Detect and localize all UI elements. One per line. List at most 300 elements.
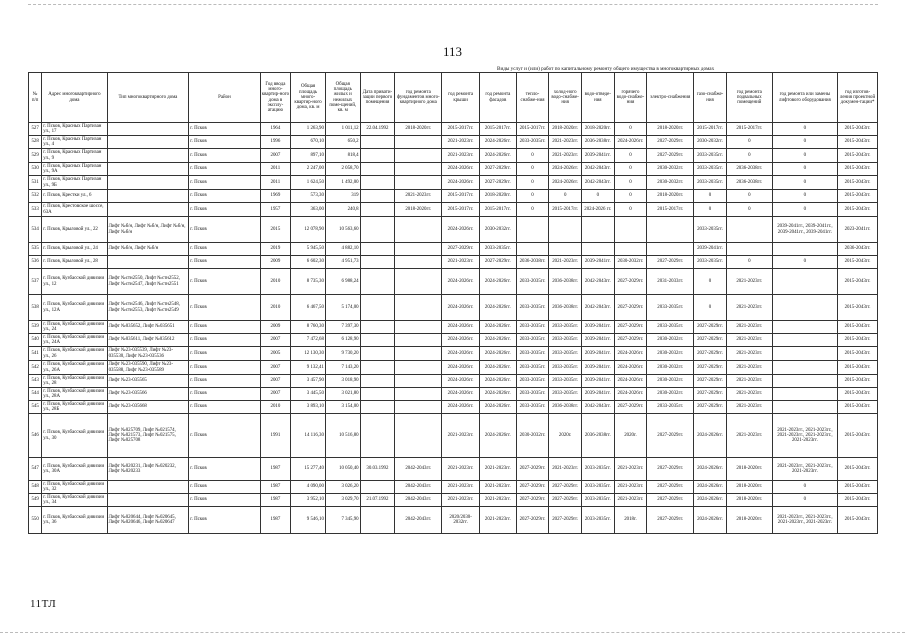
table-cell: 2024-2026гг. (442, 347, 480, 361)
table-cell: 537 (29, 269, 42, 295)
table-row (29, 295, 878, 321)
table-cell: 2021-2023гг. (442, 149, 480, 163)
table-cell: г. Псков, Крыловой ул., 24 (42, 243, 107, 256)
table-cell (360, 507, 395, 534)
table-cell: г. Псков (189, 361, 260, 375)
table-cell: 2033-2035гг. (549, 347, 582, 361)
table-row (29, 136, 878, 149)
table-cell: 0 (614, 176, 647, 190)
table-cell: 9 730,20 (325, 347, 360, 361)
table-cell: 2015-2043гг. (838, 163, 878, 176)
table-cell: 2039-2041гг. (581, 388, 614, 401)
page-number: 113 (442, 44, 463, 59)
table-cell: 2024-2026гг. (442, 321, 480, 334)
table-cell (395, 414, 442, 458)
table-cell: 2015-2017гг. (726, 123, 772, 136)
table-cell: 2027-2029гг. (549, 494, 582, 507)
table-cell: 2018-2020гг. (395, 203, 442, 217)
table-cell: 12 078,90 (291, 217, 326, 243)
table-cell: 2027-2029гг. (694, 388, 727, 401)
table-cell: 3 952,10 (291, 494, 326, 507)
table-cell (360, 149, 395, 163)
table-cell: г. Псков (189, 481, 260, 494)
table-cell: 2010 (260, 295, 291, 321)
table-cell: г. Псков, Кузбасской дивизии ул., 32 (42, 481, 107, 494)
table-cell: 2027-2029гг. (694, 401, 727, 414)
table-cell: Лифт №23-035539, Лифт №23-035530, Лифт №23-035536 (107, 347, 189, 361)
table-cell (360, 347, 395, 361)
table-cell: 2033-2035гг. (549, 361, 582, 375)
table-cell: 2015-2043гг. (838, 347, 878, 361)
table-cell: 2027-2029гг. (647, 481, 694, 494)
column-header: Год ввода много-квартир-ного дома в эксплу-атацию (260, 73, 291, 123)
table-cell (395, 163, 442, 176)
table-cell (395, 217, 442, 243)
table-cell: 2021-2023гг. (442, 494, 480, 507)
column-header: год изготов-ления проектной докумен-тации* (838, 73, 878, 123)
table-cell: 2015-2043гг. (838, 458, 878, 481)
table-cell: 7 397,30 (325, 321, 360, 334)
table-cell: 2024-2026гг. (694, 414, 727, 458)
column-header: год ремонта подвальных помещений (726, 73, 772, 123)
table-cell: 7 345,90 (325, 507, 360, 534)
table-cell: г. Псков (189, 334, 260, 347)
table-cell: 2024-2026гг. (479, 388, 516, 401)
table-cell: 4 090,00 (291, 481, 326, 494)
table-cell: 2036-2038гг. (516, 256, 549, 269)
table-cell: г. Псков (189, 507, 260, 534)
table-cell: 1 624,50 (291, 176, 326, 190)
table-cell: 2027-2029гг. (614, 401, 647, 414)
table-row (29, 190, 878, 203)
table-cell: 2027-2029гг. (614, 269, 647, 295)
table-cell: г. Псков (189, 401, 260, 414)
table-cell (772, 361, 837, 375)
table-cell (107, 190, 189, 203)
table-cell: 0 (614, 123, 647, 136)
table-cell: 2024-2026гг. (614, 375, 647, 388)
table-cell (395, 347, 442, 361)
table-cell: 527 (29, 123, 42, 136)
table-cell: 2015-2017гг. (549, 203, 582, 217)
column-header: холод-ного водо-снабже-ния (549, 73, 582, 123)
table-cell (107, 149, 189, 163)
table-cell: 2027-2029гг. (647, 494, 694, 507)
table-cell: г. Псков (189, 375, 260, 388)
table-cell: г. Псков, Кузбасской дивизии ул., 28 (42, 375, 107, 388)
table-cell: 2033-2035гг. (516, 361, 549, 375)
table-cell: 2015-2043гг. (838, 295, 878, 321)
table-cell (395, 375, 442, 388)
table-row (29, 401, 878, 414)
table-cell: 2033-2035гг. (549, 334, 582, 347)
table-cell: г. Псков, Кузбасской дивизии ул., 28А (42, 388, 107, 401)
table-cell: 2036-2043гг. (838, 243, 878, 256)
table-cell: 2021-2023гг. (442, 414, 480, 458)
table-cell: 6 467,50 (291, 295, 326, 321)
table-cell: 2024-2026гг. (694, 458, 727, 481)
table-cell: 535 (29, 243, 42, 256)
table-cell: 2021-2023гг. (726, 388, 772, 401)
table-cell: 2018-2020гг. (726, 481, 772, 494)
table-cell: 6 128,90 (325, 334, 360, 347)
table-cell: 2033-2035гг. (516, 269, 549, 295)
table-cell: г. Псков, Кузбасской дивизии ул., 24А (42, 334, 107, 347)
table-row (29, 334, 878, 347)
table-row (29, 269, 878, 295)
table-cell: 2015-2043гг. (838, 149, 878, 163)
table-cell: 3 445,50 (291, 388, 326, 401)
table-cell: 0 (516, 176, 549, 190)
table-cell: 0 (726, 256, 772, 269)
table-cell: 2036-2038гг. (581, 136, 614, 149)
table-cell: 8 735,30 (291, 269, 326, 295)
table-cell: 2023-2041гг. (838, 217, 878, 243)
table-cell: 9 132,41 (291, 361, 326, 375)
table-cell: 2027-2029гг. (479, 163, 516, 176)
table-cell: 2010 (260, 401, 291, 414)
table-cell: 2042-2043гг. (395, 494, 442, 507)
table-cell: г. Псков (189, 458, 260, 481)
table-cell: 2018-2020гг. (479, 190, 516, 203)
table-cell (360, 243, 395, 256)
table-row (29, 163, 878, 176)
table-cell: 2024-2026гг. (442, 163, 480, 176)
table-cell: 2011 (260, 176, 291, 190)
table-cell: 2015-2043гг. (838, 190, 878, 203)
table-cell (360, 269, 395, 295)
table-cell: 2027-2029гг. (614, 295, 647, 321)
table-cell: Лифт №020231, Лифт №020232, Лифт №020233 (107, 458, 189, 481)
table-cell: 549 (29, 494, 42, 507)
table-cell (360, 176, 395, 190)
table-cell: 2024-2026гг. (442, 388, 480, 401)
table-cell: г. Псков, Кузбасской дивизии ул., 24 (42, 321, 107, 334)
table-cell: 9 546,10 (291, 507, 326, 534)
table-cell: г. Псков (189, 149, 260, 163)
table-cell: 2021-2023гг., 2021-2023гг., 2021-2023гг., 2021-2023гг. (772, 507, 837, 534)
table-cell (581, 217, 614, 243)
table-cell (107, 136, 189, 149)
table-cell: 2021-2023гг. (479, 507, 516, 534)
table-cell: 2015-2043гг. (838, 123, 878, 136)
table-cell (360, 481, 395, 494)
table-cell: 2020г. (549, 414, 582, 458)
table-cell: 0 (694, 295, 727, 321)
table-cell (395, 256, 442, 269)
table-cell: Лифт №стн2546, Лифт №стн2548, Лифт №стн2553, Лифт №стн2549 (107, 295, 189, 321)
table-cell: 2021-2023гг. (479, 494, 516, 507)
works-group-header: Виды услуг и (или) работ по капитальному ремонту общего имущества в многоквартирных домах (497, 66, 715, 72)
table-cell: 2007 (260, 388, 291, 401)
table-cell: 2015-2043гг. (838, 256, 878, 269)
table-cell: 546 (29, 414, 42, 458)
table-cell (360, 375, 395, 388)
table-cell: 2033-2035гг. (581, 507, 614, 534)
table-cell (360, 217, 395, 243)
table-cell (395, 176, 442, 190)
table-row (29, 361, 878, 375)
table-cell: 2033-2035гг. (694, 149, 727, 163)
table-cell (647, 217, 694, 243)
table-cell: 2021-2023гг. (726, 295, 772, 321)
table-cell (614, 217, 647, 243)
table-cell: 2042-2043гг. (395, 458, 442, 481)
table-cell: 2021-2023гг. (614, 458, 647, 481)
table-cell: г. Псков (189, 203, 260, 217)
table-cell: 550 (29, 507, 42, 534)
table-cell: 2042-2043гг. (581, 176, 614, 190)
table-cell: 2021-2023гг. (726, 321, 772, 334)
table-cell: Лифт №23-035566 (107, 388, 189, 401)
table-cell: 2033-2035гг. (516, 295, 549, 321)
table-cell: 542 (29, 361, 42, 375)
table-cell (772, 375, 837, 388)
table-cell: 2007 (260, 361, 291, 375)
table-cell: 2024-2026гг. (479, 295, 516, 321)
column-header: газо-снабже-ния (694, 73, 727, 123)
table-cell (772, 243, 837, 256)
table-cell (772, 269, 837, 295)
table-cell: 2042-2043гг. (581, 401, 614, 414)
table-cell: 0 (772, 163, 837, 176)
table-cell: г. Псков, Красных Партизан ул., 9 (42, 149, 107, 163)
table-cell: 2015-2043гг. (838, 494, 878, 507)
table-cell: 2009 (260, 321, 291, 334)
table-cell: 2027-2029гг. (442, 243, 480, 256)
table-cell: 2024-2026гг. (614, 361, 647, 375)
table-cell: 1987 (260, 481, 291, 494)
table-cell: 2015-2043гг. (838, 176, 878, 190)
table-cell: 2036-2038гг. (549, 401, 582, 414)
table-cell: 2007 (260, 375, 291, 388)
table-cell (395, 295, 442, 321)
table-cell: 2015-2043гг. (838, 401, 878, 414)
table-cell: 0 (772, 176, 837, 190)
table-cell: 0 (694, 203, 727, 217)
table-cell: 2033-2035гг. (647, 295, 694, 321)
table-cell: г. Псков (189, 321, 260, 334)
table-cell: 7 143,20 (325, 361, 360, 375)
table-cell (726, 217, 772, 243)
table-cell: 2015-2017гг. (479, 123, 516, 136)
table-cell: 2024-2026гг. (479, 414, 516, 458)
table-cell (360, 190, 395, 203)
table-cell: г. Псков (189, 123, 260, 136)
table-cell: 1987 (260, 458, 291, 481)
table-row (29, 203, 878, 217)
table-cell: г. Псков, Красных Партизан ул., 17 (42, 123, 107, 136)
table-cell (647, 243, 694, 256)
table-cell: 2033-2035гг. (516, 321, 549, 334)
table-cell: 2030-2032гг. (647, 176, 694, 190)
table-cell: 2024-2026гг. (479, 334, 516, 347)
table-cell: г. Псков, Кузбасской дивизии ул., 30А (42, 458, 107, 481)
table-cell: г. Псков (189, 190, 260, 203)
table-cell (107, 481, 189, 494)
table-cell: г. Псков (189, 243, 260, 256)
table-cell: 2021-2023гг. (442, 458, 480, 481)
table-cell: 15 277,40 (291, 458, 326, 481)
table-cell: 2021-2023гг. (442, 256, 480, 269)
table-cell: 2027-2029гг. (516, 458, 549, 481)
table-cell: 2018-2020гг. (647, 190, 694, 203)
table-cell: 2024-2026гг. (479, 401, 516, 414)
table-cell: 0 (772, 136, 837, 149)
table-cell: 0 (694, 269, 727, 295)
bottom-scan-edge (0, 632, 905, 633)
table-cell: 2015-2043гг. (838, 361, 878, 375)
table-cell: 2021-2023гг. (726, 334, 772, 347)
table-cell (726, 243, 772, 256)
table-cell: 2033-2035гг. (516, 136, 549, 149)
table-cell: 2024-2026гг. (479, 361, 516, 375)
table-cell: 528 (29, 136, 42, 149)
table-cell (360, 321, 395, 334)
table-cell: 0 (614, 149, 647, 163)
table-cell: 2010 (260, 269, 291, 295)
table-cell (772, 388, 837, 401)
table-cell: 0 (772, 494, 837, 507)
table-cell: 2018-2020гг. (581, 123, 614, 136)
table-cell: 7 472,68 (291, 334, 326, 347)
table-cell: 2024-2026гг. (442, 217, 480, 243)
table-cell: 2042-2043гг. (395, 481, 442, 494)
table-cell: 2024-2026гг. (442, 375, 480, 388)
table-cell (107, 163, 189, 176)
table-cell: 1964 (260, 123, 291, 136)
table-cell: 2024-2026гг. (549, 176, 582, 190)
table-cell (107, 494, 189, 507)
table-cell (395, 269, 442, 295)
table-cell: 2015-2043гг. (838, 507, 878, 534)
table-cell: 2021-2023гг. (726, 414, 772, 458)
table-cell: 543 (29, 375, 42, 388)
table-cell: 2039-2041гг. (581, 256, 614, 269)
table-cell: 4 882,10 (325, 243, 360, 256)
table-cell: 2024-2026гг. (442, 176, 480, 190)
table-cell: 2024-2026гг. (694, 507, 727, 534)
table-cell: 2024-2026гг. (694, 494, 727, 507)
table-cell: 533 (29, 203, 42, 217)
table-cell: 2021-2023гг. (726, 375, 772, 388)
table-cell: г. Псков, Крыловой ул., 28 (42, 256, 107, 269)
table-cell: 2024-2026гг. (442, 361, 480, 375)
table-cell (395, 243, 442, 256)
table-cell: 1 492,00 (325, 176, 360, 190)
table-cell: 2039-2041гг., 2039-2041гг., 2039-2041гг., 2039-2041гг. (772, 217, 837, 243)
table-cell: 2027-2029гг. (694, 321, 727, 334)
table-cell: 10 050,40 (325, 458, 360, 481)
table-cell: 897,10 (291, 149, 326, 163)
table-cell: 2009 (260, 256, 291, 269)
table-cell (395, 361, 442, 375)
table-cell: 2024-2026гг. (442, 269, 480, 295)
table-cell (772, 321, 837, 334)
table-cell: 2024-2026гг. (479, 269, 516, 295)
table-cell: 2024-2026гг. (442, 334, 480, 347)
table-cell: 2021-2023гг. (479, 458, 516, 481)
table-cell: 2 058,70 (325, 163, 360, 176)
table-cell: 545 (29, 401, 42, 414)
table-cell: 539 (29, 321, 42, 334)
table-row (29, 458, 878, 481)
table-cell: г. Псков (189, 136, 260, 149)
table-cell: 1 263,90 (291, 123, 326, 136)
table-cell: 2024-2026гг. (479, 375, 516, 388)
table-cell: Лифт №035611, Лифт №035612 (107, 334, 189, 347)
table-cell: 6 602,30 (291, 256, 326, 269)
table-cell: г. Псков, Кузбасской дивизии ул., 26А (42, 361, 107, 375)
table-row (29, 414, 878, 458)
table-cell: 2033-2035гг. (479, 243, 516, 256)
table-cell: 538 (29, 295, 42, 321)
table-cell: 2027-2029гг. (516, 494, 549, 507)
table-cell: 30.03.1992 (360, 458, 395, 481)
table-cell: г. Псков, Крестовское шоссе, 63А (42, 203, 107, 217)
table-cell: 2015-2043гг. (838, 414, 878, 458)
table-cell: 12 130,30 (291, 347, 326, 361)
table-cell: 536 (29, 256, 42, 269)
table-cell: 541 (29, 347, 42, 361)
table-cell (107, 203, 189, 217)
table-cell: 2011 (260, 163, 291, 176)
table-cell: 2021-2023гг., 2021-2023гг., 2021-2023гг. (772, 458, 837, 481)
table-cell: Лифт №б/н, Лифт №б/н, Лифт №б/н, Лифт №б/н (107, 217, 189, 243)
table-cell: 2015-2017гг. (442, 203, 480, 217)
table-cell: 529 (29, 149, 42, 163)
table-row (29, 481, 878, 494)
table-cell (395, 149, 442, 163)
table-cell: 1987 (260, 494, 291, 507)
column-header: водо-отведе-ния (581, 73, 614, 123)
table-cell: 2027-2029гг. (694, 347, 727, 361)
table-cell: 2015-2017гг. (647, 203, 694, 217)
table-cell (360, 256, 395, 269)
table-cell: 2033-2035гг. (694, 217, 727, 243)
table-cell: 2021-2023гг., 2021-2023гг., 2021-2023гг., 2021-2023гг., 2021-2023гг. (772, 414, 837, 458)
table-cell: г. Псков (189, 256, 260, 269)
table-cell: Лифт №025709, Лифт №021574, Лифт №021573, Лифт №021575, Лифт №025708 (107, 414, 189, 458)
table-cell: 3 021,80 (325, 388, 360, 401)
table-cell: 532 (29, 190, 42, 203)
table-cell: Лифт №23-035668 (107, 401, 189, 414)
table-cell: 0 (516, 203, 549, 217)
table-cell: 2027-2029гг. (647, 458, 694, 481)
table-cell: 0 (772, 203, 837, 217)
table-cell: 2027-2029гг. (479, 176, 516, 190)
table-cell (516, 243, 549, 256)
table-cell (772, 295, 837, 321)
column-header: Район (189, 73, 260, 123)
table-cell: 2024-2026гг. (479, 321, 516, 334)
table-cell: 2027-2029гг. (647, 149, 694, 163)
table-cell: 2015-2043гг. (838, 388, 878, 401)
table-cell: г. Псков, Красных Партизан ул., 9А (42, 163, 107, 176)
table-cell: 2015-2043гг. (838, 203, 878, 217)
table-cell: 5 174,00 (325, 295, 360, 321)
table-cell: 2030-2032гг. (647, 361, 694, 375)
table-cell: 2018-2020гг. (549, 123, 582, 136)
table-cell: 0 (614, 163, 647, 176)
column-header: Тип многоквартирного дома (107, 73, 189, 123)
table-cell (360, 388, 395, 401)
table-cell: 2015-2017гг. (516, 123, 549, 136)
table-row (29, 217, 878, 243)
table-cell: 548 (29, 481, 42, 494)
table-cell: 530 (29, 163, 42, 176)
table-cell: 2027-2029гг. (516, 507, 549, 534)
